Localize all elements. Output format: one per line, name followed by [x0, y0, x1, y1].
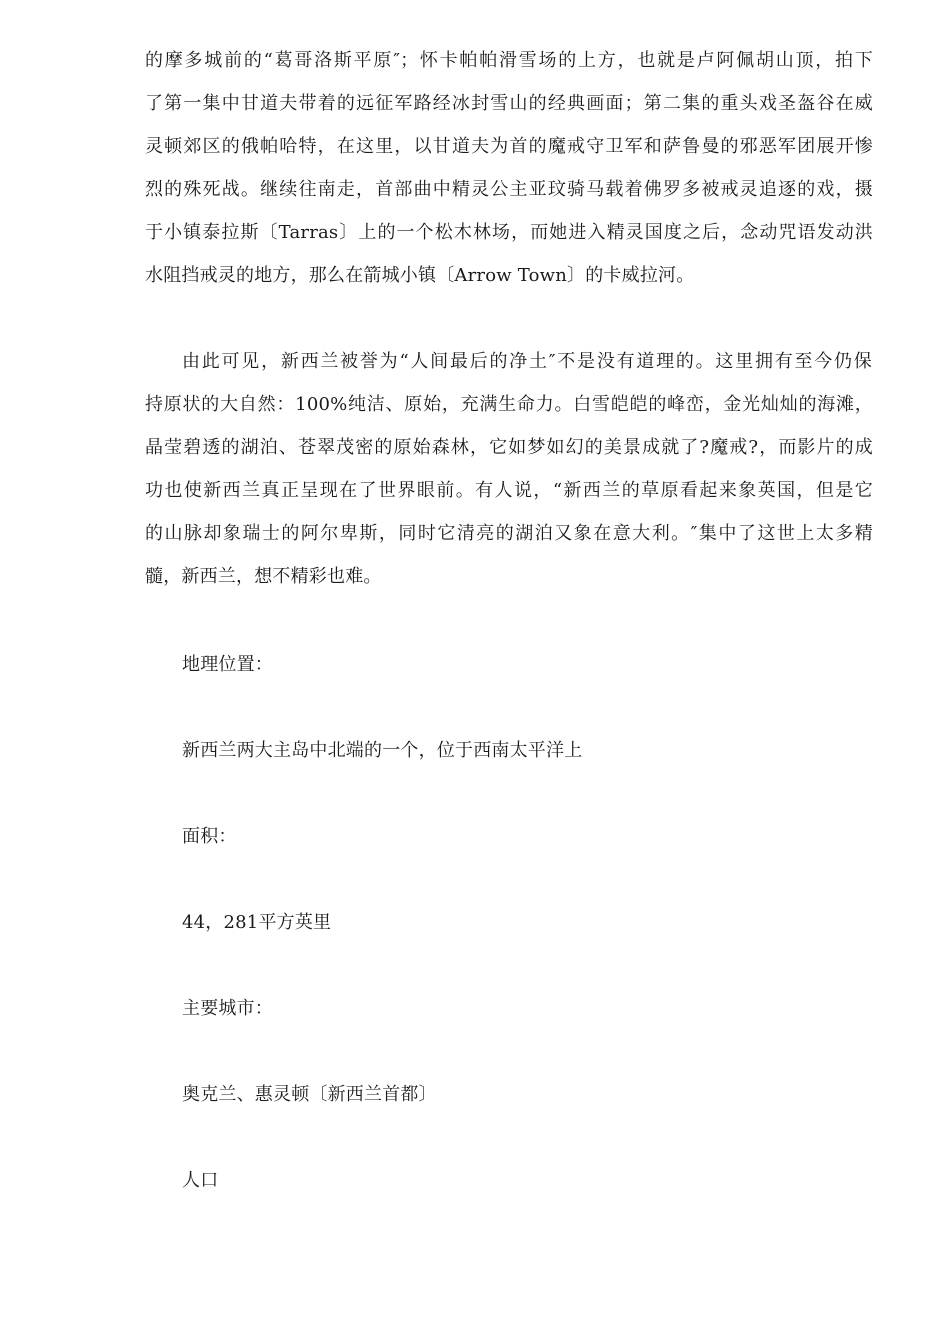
population-label: 人口	[182, 1170, 219, 1191]
cities-label: 主要城市：	[182, 998, 273, 1019]
paragraph-2-line-2: 持原状的大自然：100%纯洁、原始，充满生命力。白雪皑皑的峰峦，金光灿灿的海滩，	[145, 394, 873, 415]
paragraph-1-line-4: 烈的殊死战。继续往南走，首部曲中精灵公主亚玟骑马载着佛罗多被戒灵追逐的戏，摄	[145, 179, 873, 200]
paragraph-1-line-1: 的摩多城前的“葛哥洛斯平原″；怀卡帕帕滑雪场的上方，也就是卢阿佩胡山顶，拍下	[145, 50, 873, 71]
area-value: 44，281平方英里	[182, 912, 332, 933]
paragraph-2-line-4: 功也使新西兰真正呈现在了世界眼前。有人说，“新西兰的草原看起来象英国，但是它	[145, 480, 873, 501]
paragraph-2-line-3: 晶莹碧透的湖泊、苍翠茂密的原始森林，它如梦如幻的美景成就了?魔戒?，而影片的成	[145, 437, 873, 458]
location-value: 新西兰两大主岛中北端的一个，位于西南太平洋上	[182, 740, 583, 761]
paragraph-2-line-1: 由此可见，新西兰被誉为“人间最后的净土″不是没有道理的。这里拥有至今仍保	[182, 351, 872, 372]
paragraph-1-line-2: 了第一集中甘道夫带着的远征军路经冰封雪山的经典画面；第二集的重头戏圣盔谷在威	[145, 93, 873, 114]
paragraph-1-line-6: 水阻挡戒灵的地方，那么在箭城小镇〔Arrow Town〕的卡威拉河。	[145, 265, 695, 286]
location-label: 地理位置：	[182, 654, 273, 675]
paragraph-1-line-3: 灵顿郊区的俄帕哈特，在这里，以甘道夫为首的魔戒守卫军和萨鲁曼的邪恶军团展开惨	[145, 136, 873, 157]
paragraph-2-line-5: 的山脉却象瑞士的阿尔卑斯，同时它清亮的湖泊又象在意大利。″集中了这世上太多精	[145, 523, 873, 544]
cities-value: 奥克兰、惠灵顿〔新西兰首都〕	[182, 1084, 437, 1105]
paragraph-1-line-5: 于小镇泰拉斯〔Tarras〕上的一个松木林场，而她进入精灵国度之后，念动咒语发动洪	[145, 222, 873, 243]
paragraph-2-line-6: 髓，新西兰，想不精彩也难。	[145, 566, 382, 587]
area-label: 面积：	[182, 826, 237, 847]
